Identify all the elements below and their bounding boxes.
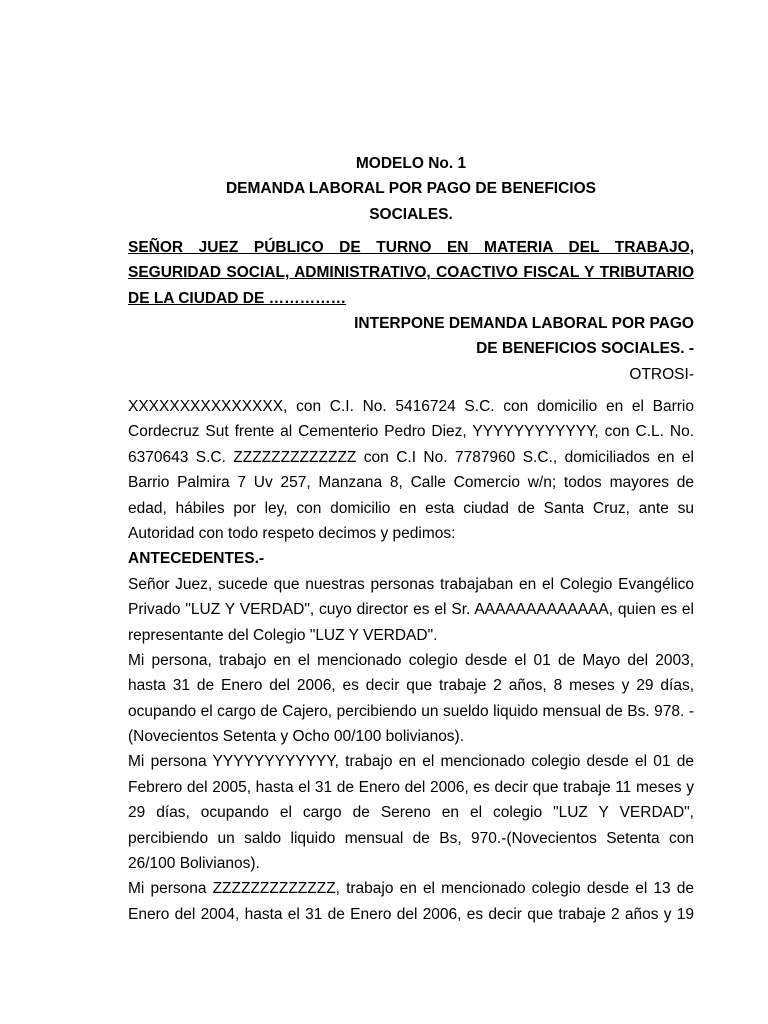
- paragraph-2-line: hasta 31 de Enero del 2006, es decir que trabaje 2 años, 8 meses y 29 días,: [128, 677, 694, 695]
- paragraph-2-line: (Novecientos Setenta y Ocho 00/100 bolivianos).: [128, 728, 465, 746]
- paragraph-3-line: 26/100 Bolivianos).: [128, 855, 260, 873]
- addressee-line-1: SEÑOR JUEZ PÚBLICO DE TURNO EN MATERIA DEL TRABAJO,: [128, 239, 694, 256]
- model-number: MODELO No. 1: [355, 155, 467, 172]
- intro-paragraph: [128, 394, 694, 927]
- paragraph-3-line: Febrero del 2005, hasta el 31 de Enero del 2006, es decir que trabaje 11 meses y: [128, 778, 694, 796]
- addressee-line-3: DE LA CIUDAD DE ……………: [128, 289, 347, 307]
- paragraph-1-line: Privado "LUZ Y VERDAD", cuyo director es el Sr. AAAAAAAAAAAAA, quien es el: [128, 601, 694, 619]
- paragraph-1-line: representante del Colegio "LUZ Y VERDAD".: [128, 626, 438, 644]
- subject-block: [128, 311, 694, 387]
- addressee-line-2: SEGURIDAD SOCIAL, ADMINISTRATIVO, COACTIVO FISCAL Y TRIBUTARIO: [128, 264, 694, 282]
- intro-line: 6370643 S.C. ZZZZZZZZZZZZZ con C.I No. 7787960 S.C., domiciliados en el: [128, 448, 694, 466]
- intro-line: Autoridad con todo respeto decimos y pedimos:: [128, 524, 456, 542]
- paragraph-3-line: 29 días, ocupando el cargo de Sereno en el colegio "LUZ Y VERDAD",: [128, 804, 694, 822]
- subject-line-1: INTERPONE DEMANDA LABORAL POR PAGO: [354, 315, 694, 332]
- otrosi-label: OTROSI-: [629, 365, 694, 383]
- section-heading-antecedentes: ANTECEDENTES.-: [128, 550, 265, 568]
- intro-line: Cordecruz Sut frente al Cementerio Pedro Diez, YYYYYYYYYYYY, con C.L. No.: [128, 423, 694, 441]
- document-title-line-1: DEMANDA LABORAL POR PAGO DE BENEFICIOS: [225, 180, 596, 198]
- intro-line: Barrio Palmira 7 Uv 257, Manzana 8, Calle Comercio w/n; todos mayores de: [128, 474, 694, 492]
- subject-line-2: DE BENEFICIOS SOCIALES. -: [476, 340, 694, 358]
- paragraph-4-line: Mi persona ZZZZZZZZZZZZZ, trabajo en el mencionado colegio desde el 13 de: [128, 880, 694, 898]
- document-header: [128, 151, 694, 227]
- paragraph-2-line: Mi persona, trabajo en el mencionado colegio desde el 01 de Mayo del 2003,: [128, 651, 694, 669]
- intro-line: edad, hábiles por ley, con domicilio en esta ciudad de Santa Cruz, ante su: [128, 499, 694, 517]
- document-title-line-2: SOCIALES.: [369, 205, 453, 223]
- paragraph-4-line: Enero del 2004, hasta el 31 de Enero del 2006, es decir que trabaje 2 años y 19: [128, 905, 694, 923]
- paragraph-1-line: Señor Juez, sucede que nuestras personas trabajaban en el Colegio Evangélico: [128, 575, 694, 593]
- addressee-block: [128, 235, 694, 311]
- paragraph-3-line: percibiendo un saldo liquido mensual de Bs, 970.-(Novecientos Setenta con: [128, 829, 694, 847]
- intro-line: XXXXXXXXXXXXXXX, con C.I. No. 5416724 S.C. con domicilio en el Barrio: [128, 398, 694, 415]
- paragraph-3-line: Mi persona YYYYYYYYYYYY, trabajo en el mencionado colegio desde el 01 de: [128, 753, 694, 771]
- paragraph-2-line: ocupando el cargo de Cajero, percibiendo un sueldo liquido mensual de Bs. 978. -: [128, 702, 694, 720]
